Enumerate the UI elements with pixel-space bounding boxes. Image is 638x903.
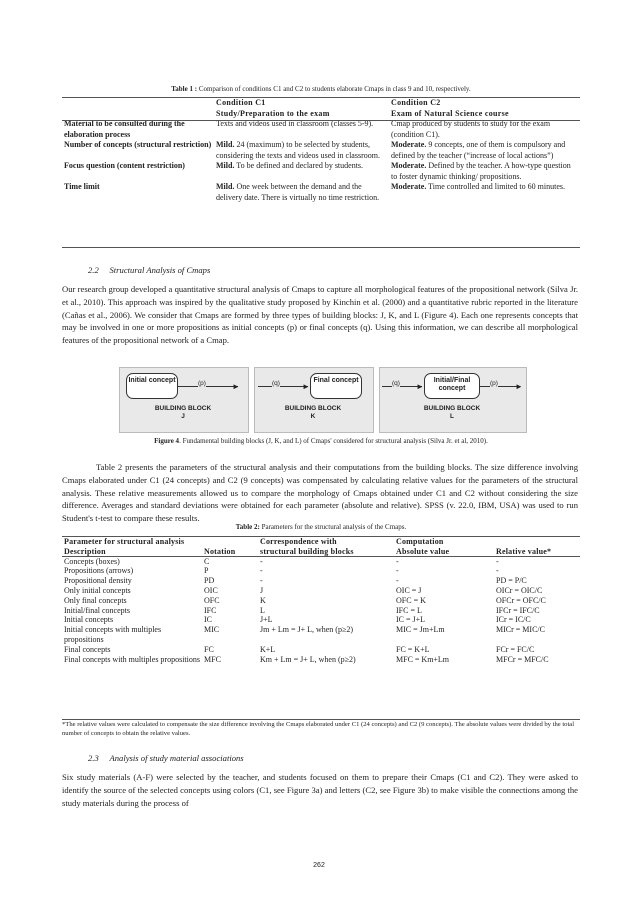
- page-number: 262: [313, 862, 325, 869]
- table-row: [62, 566, 580, 576]
- table-row: [62, 655, 580, 665]
- initial-final-concept-box: Initial/Final concept: [424, 373, 480, 399]
- table-cell: MIC: [204, 625, 220, 635]
- table-cell: -: [260, 576, 263, 586]
- building-block-label: BUILDING BLOCK J: [154, 405, 212, 420]
- arrow-right-icon: ►: [232, 382, 240, 391]
- table-cell: IFC = L: [396, 605, 422, 615]
- table-cell: FC: [204, 644, 214, 654]
- table-cell: Only final concepts: [64, 595, 127, 605]
- paragraph-structural-analysis: Our research group developed a quantitative structural analysis of Cmaps to capture all morphological features of the propositional network (Silva Jr. et al., 2010). This approach was inspired by the qualitative study proposed by Kinchin et al. (2000) and a quantitative rubric reported in the literature (Cañas et al., 2006). We consider that Cmaps are formed by three types of building blocks: J, K, and L (Figure 4). Each one represents concepts that may be involved in one or more propositions as initial concepts (p) or final concepts (q). Using this information, we can describe all morphological features of the propositional network of a Cmap.: [62, 284, 578, 346]
- link-line: [480, 386, 518, 387]
- section-2-2-heading: 2.2 Structural Analysis of Cmaps: [88, 265, 211, 275]
- building-block-label: BUILDING BLOCK L: [423, 405, 481, 420]
- table-cell: MIC = Jm+Lm: [396, 625, 445, 635]
- table-cell: FCr = FC/C: [496, 644, 535, 654]
- table-row: Material to be consulted during the elaboration process Texts and videos used in classroom (classes 5-9). Cmap produced by students to study for the exam (condition C1).: [64, 119, 551, 139]
- link-line: [178, 386, 238, 387]
- table-cell: -: [260, 556, 263, 566]
- table-cell: ICr = IC/C: [496, 615, 531, 625]
- table-cell: J: [260, 585, 264, 595]
- paragraph-study-materials: Six study materials (A-F) were selected by the teacher, and students focused on them to prepare their Cmaps (C1 and C2). They were asked to identify the source of the selected concepts using colors (C1, see Figure 3a) and letters (C2, see Figure 3b) to make visible the connections among the study materials during the process of: [62, 772, 578, 808]
- table2-header-rule: [62, 556, 580, 557]
- table-cell: OFCr = OFC/C: [496, 595, 546, 605]
- table-cell: IC: [204, 615, 212, 625]
- figure4-caption: Figure 4. Fundamental building blocks (J, K, and L) of Cmaps' considered for structural analysis (Silva Jr. et al, 2010).: [154, 437, 488, 445]
- link-line: [258, 386, 308, 387]
- table-cell: Propositions (arrows): [64, 566, 134, 576]
- table-cell: OICr = OIC/C: [496, 585, 543, 595]
- table-row: Time limit Mild. One week between the demand and the delivery date. There is virtually no time restriction. Moderate. Time controlled and limited to 60 minutes.: [64, 182, 565, 202]
- table2-note: *The relative values were calculated to compensate the size difference involving the Cmaps elaborated under C1 (24 concepts) and C2 (9 concepts). The absolute values were divided by the total number of concepts to obtain the relative values.: [62, 721, 575, 737]
- table2-header-row-1: Parameter for structural analysis Correspondence with Computation: [64, 537, 444, 546]
- table1-c2-sub: Exam of Natural Science course: [391, 108, 509, 118]
- table-cell: Initial/final concepts: [64, 605, 130, 615]
- table-cell: PD = P/C: [496, 576, 527, 586]
- initial-concept-box: Initial concept: [126, 373, 178, 399]
- table-cell: Final concepts with multiples propositions: [64, 654, 200, 664]
- table1-top-rule: [62, 97, 580, 98]
- table-cell: MFC = Km+Lm: [396, 654, 450, 664]
- table-cell: J+L: [260, 615, 273, 625]
- table-cell: -: [396, 576, 399, 586]
- section-2-3-heading: 2.3 Analysis of study material associations: [88, 753, 244, 763]
- table-cell: C: [204, 556, 210, 566]
- table1-c2-title: Condition C2: [391, 98, 441, 107]
- table-cell: Initial concepts: [64, 615, 114, 625]
- final-concept-box: Final concept: [310, 373, 362, 399]
- table-cell: L: [260, 605, 265, 615]
- link-label-q: (q): [272, 380, 280, 387]
- table-cell: P: [204, 566, 209, 576]
- table1-header-rule: [62, 120, 580, 121]
- table-cell: Km + Lm = J+ L, when (p≥2): [260, 654, 356, 664]
- table-cell: -: [396, 556, 399, 566]
- table-cell: K+L: [260, 644, 276, 654]
- table1-bottom-rule: [62, 247, 580, 248]
- table-cell: MFCr = MFC/C: [496, 654, 549, 664]
- table-cell: -: [260, 566, 263, 576]
- table-row: Focus question (content restriction) Mild. To be defined and declared by students. Moderate. Defined by the teacher. A how-type question to foster dynamic thinking/ propositions.: [64, 161, 571, 181]
- table-cell: Initial concepts with multiples propositions: [64, 625, 162, 644]
- table-cell: PD: [204, 576, 215, 586]
- table-row: [62, 625, 580, 645]
- table-row: [62, 557, 580, 567]
- table-row: [62, 586, 580, 596]
- table-cell: Jm + Lm = J+ L, when (p≥2): [260, 625, 354, 635]
- figure4: [116, 367, 526, 431]
- table1-header-row: [62, 98, 580, 119]
- table1: [62, 98, 580, 203]
- table-cell: Only initial concepts: [64, 585, 131, 595]
- table-row: Number of concepts (structural restriction) Mild. 24 (maximum) to be selected by students, considering the texts and videos used in classroom. Moderate. 9 concepts, one of them is compulsory and defined by the teacher (“increase of local actions”): [64, 140, 566, 160]
- table-cell: Propositional density: [64, 576, 132, 586]
- table-cell: OFC = K: [396, 595, 426, 605]
- table2-caption: Table 2: Parameters for the structural analysis of the Cmaps.: [235, 523, 407, 531]
- table-row: [62, 645, 580, 655]
- table-cell: OIC = J: [396, 585, 422, 595]
- table-cell: IFCr = IFC/C: [496, 605, 540, 615]
- table-cell: IFC: [204, 605, 217, 615]
- table-row: [62, 576, 580, 586]
- arrow-right-icon: ►: [515, 382, 523, 391]
- table-cell: IC = J+L: [396, 615, 426, 625]
- table1-c1-sub: Study/Preparation to the exam: [216, 108, 330, 118]
- table-cell: Concepts (boxes): [64, 556, 120, 566]
- table2-header-row-2: Description Notation structural building blocks Absolute value Relative value*: [64, 546, 552, 556]
- table-cell: OFC: [204, 595, 220, 605]
- table1-caption: Table 1 : Comparison of conditions C1 and C2 to students elaborate Cmaps in class 9 and 10, respectively.: [171, 85, 471, 93]
- table-cell: K: [260, 595, 266, 605]
- table-cell: Final concepts: [64, 644, 111, 654]
- table-row: [62, 596, 580, 606]
- arrow-right-icon: ►: [302, 382, 310, 391]
- link-label-q: (q): [392, 380, 400, 387]
- table-cell: FC = K+L: [396, 644, 430, 654]
- table-cell: MFC: [204, 654, 221, 664]
- link-label-p: (p): [198, 380, 206, 387]
- table-cell: -: [496, 566, 499, 576]
- paragraph-table2-intro: Table 2 presents the parameters of the structural analysis and their computations from the building blocks. The size difference involving Cmaps elaborated under C1 (24 concepts) and C2 (9 concepts) was compensated by calculating relative values for the parameters of the structural analysis. These relative measurements allowed us to compare the morphology of Cmaps obtained under C1 and C2 without considering the size difference. Averages and standard deviations were obtained for each parameter (absolute and relative). SPSS (v. 22.0, IBM, USA) was used to run Student's t-test to compare these results.: [62, 462, 578, 524]
- table-cell: OIC: [204, 585, 218, 595]
- building-block-label: BUILDING BLOCK K: [284, 405, 342, 420]
- table-cell: -: [396, 566, 399, 576]
- link-label-p: (p): [490, 380, 498, 387]
- table-row: [62, 606, 580, 616]
- arrow-right-icon: ►: [416, 382, 424, 391]
- table1-c1-title: Condition C1: [216, 98, 266, 107]
- table-row: [62, 615, 580, 625]
- table-cell: -: [496, 556, 499, 566]
- table-cell: MICr = MIC/C: [496, 625, 545, 635]
